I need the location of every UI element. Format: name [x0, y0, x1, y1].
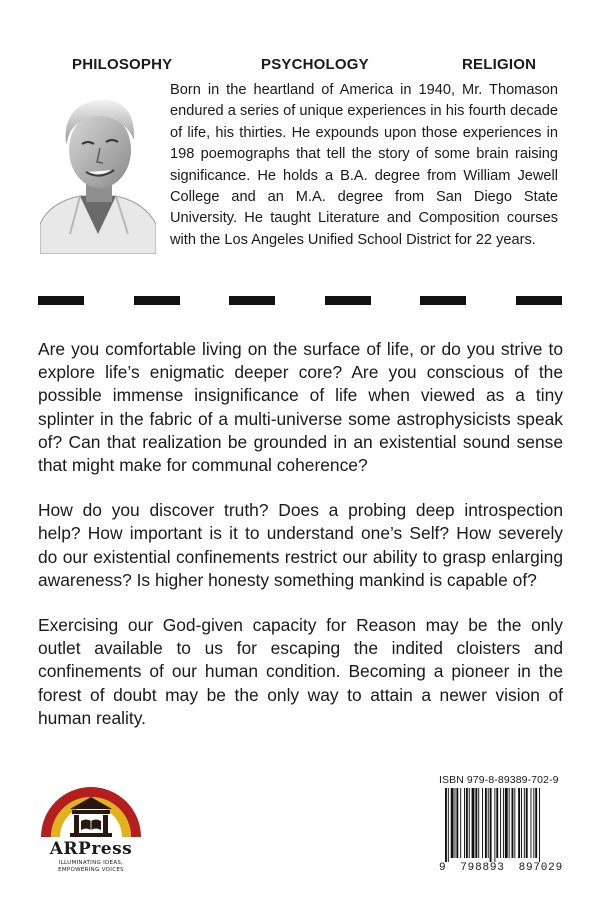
description-paragraph: How do you discover truth? Does a probing deep introspection help? How important is it to understand one’s Self? How severely do our existential confinements restrict our ability to grasp enlarging awareness? Is higher honesty something mankind is capable of? — [38, 500, 563, 590]
barcode-bar — [466, 788, 468, 858]
barcode-bar — [482, 788, 483, 858]
author-portrait — [40, 84, 156, 254]
barcode-bar — [448, 788, 449, 862]
subject-categories — [72, 56, 542, 78]
barcode-bar — [500, 788, 501, 858]
barcode-bar — [524, 788, 525, 858]
barcode-digit-group: 9 — [439, 862, 447, 874]
barcode-bar — [445, 788, 447, 862]
divider-dash — [325, 296, 371, 305]
barcode-bar — [503, 788, 504, 858]
barcode-bar — [509, 788, 510, 858]
publisher-tagline: ILLUMINATING IDEAS, EMPOWERING VOICES — [58, 860, 124, 873]
barcode-bar — [494, 788, 495, 862]
barcode-bar — [512, 788, 514, 858]
barcode-bar — [469, 788, 470, 858]
barcode-bar — [526, 788, 528, 858]
divider-dash — [229, 296, 275, 305]
divider-dash — [38, 296, 84, 305]
barcode-bar — [521, 788, 522, 858]
barcode-bar — [464, 788, 465, 858]
author-bio: Born in the heartland of America in 1940, Mr. Thomason endured a series of unique experiences in his fourth decade of life, his thirties. He expounds upon those experiences in 198 poemographs that tell the story of some brain raising significance. He holds a B.A. degree from William Jewell College and an M.A. degree from San Diego State University. He taught Literature and Composition courses with the Los Angeles Unified School District for 22 years. — [170, 82, 558, 248]
dash-divider — [38, 296, 562, 305]
barcode-bar — [460, 788, 461, 858]
barcode-bar — [455, 788, 456, 858]
barcode-bar — [518, 788, 520, 858]
category-religion: RELIGION — [462, 56, 537, 73]
barcode-digit-group: 798893 — [460, 862, 505, 874]
barcode-bar — [475, 788, 477, 858]
divider-dash — [420, 296, 466, 305]
barcode-bar — [490, 788, 492, 862]
divider-dash — [516, 296, 562, 305]
category-philosophy: PHILOSOPHY — [72, 56, 173, 73]
barcode-bar — [533, 788, 534, 858]
publisher-name: ARPress — [49, 839, 133, 859]
description-paragraph: Exercising our God-given capacity for Reason may be the only outlet available to us for escaping the indited cloisters and confinements of our human condition. Becoming a pioneer in the forest of doubt may be the only way to attain a newer vision of human reality. — [38, 615, 563, 728]
barcode-digit-group: 897029 — [518, 862, 563, 874]
description-paragraph: Are you comfortable living on the surface of life, or do you strive to explore life’s enigmatic deeper core? Are you conscious of the possible immense insignificance of life when viewed as a tiny splinter in the fabric of a multi-universe some astrophysicists speak of? Can that realization be grounded in an existential sound sense that might make for communal coherence? — [38, 339, 563, 476]
book-description — [38, 338, 563, 752]
barcode-bar — [485, 788, 487, 858]
isbn-barcode — [437, 774, 565, 882]
barcode-bar — [535, 788, 537, 858]
barcode-bar — [539, 788, 540, 862]
barcode-bar — [505, 788, 508, 858]
barcode-digits — [439, 862, 563, 874]
barcode-bar — [472, 788, 475, 858]
barcode-bar — [478, 788, 479, 858]
category-psychology: PSYCHOLOGY — [261, 56, 369, 73]
isbn-label: ISBN 979-8-89389-702-9 — [439, 774, 559, 786]
barcode-bar — [496, 788, 498, 858]
barcode-bar — [514, 788, 515, 858]
barcode-bar — [451, 788, 454, 858]
barcode-bar — [488, 788, 489, 858]
barcode-bars — [437, 788, 565, 862]
divider-dash — [134, 296, 180, 305]
barcode-bar — [531, 788, 532, 858]
barcode-bar — [456, 788, 458, 858]
